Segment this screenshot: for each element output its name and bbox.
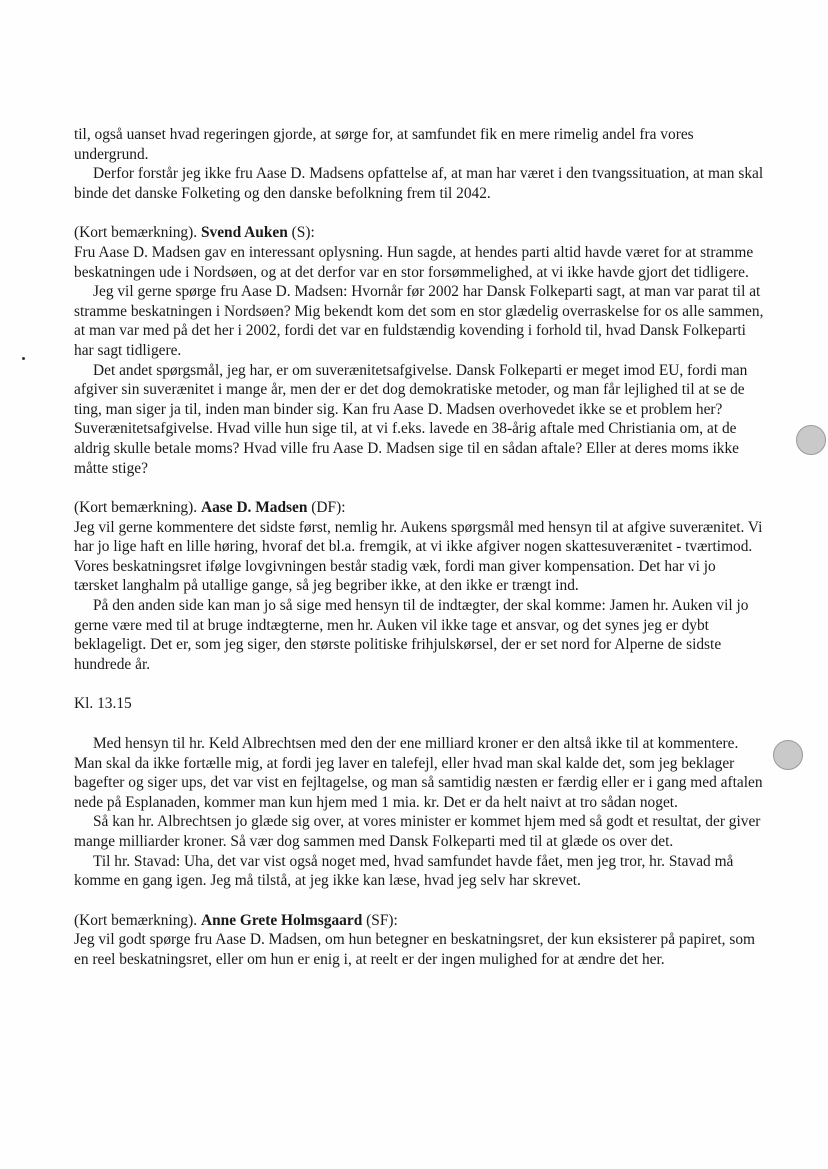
paragraph: til, også uanset hvad regeringen gjorde, at sørge for, at samfundet fik en mere rimelig andel fra vores undergrund.: [74, 126, 694, 163]
paragraph: Jeg vil godt spørge fru Aase D. Madsen, om hun betegner en beskatningsret, der kun eksisterer på papiret, som en reel beskatningsret, eller om hun er enig i, at reelt er der ingen mulighed for at ændre det her.: [74, 931, 756, 968]
paragraph: Jeg vil gerne kommentere det sidste først, nemlig hr. Aukens spørgsmål med hensyn til at afgive suverænitet. Vi har jo lige haft en lille høring, hvoraf det bl.a. fremgik, at vi ikke afgiver nogen skattesuverænitet - tværtimod. Vores beskatningsret ifølge lovgivningen består stadig væk, fordi man giver kompensation. Det har vi jo tærsket langhalm på utallige gange, så jeg begriber ikke, at den ikke er trængt ind.: [74, 518, 763, 595]
document-body: [74, 125, 764, 970]
paragraph: Det andet spørgsmål, jeg har, er om suverænitetsafgivelse. Dansk Folkeparti er meget imod EU, fordi man afgiver sin suverænitet i mange år, men der er det dog demokratiske metoder, og man får lejlighed til at se de ting, man siger ja til, inden man binder sig. Kan fru Aase D. Madsen overhovedet ikke se et problem her? Suverænitetsafgivelse. Hvad ville hun sige til, at vi f.eks. lavede en 38-årig aftale med Christiania om, at de aldrig skulle betale moms? Hvad ville fru Aase D. Madsen sige til en sådan aftale? Eller at deres moms ikke måtte stige?: [74, 361, 748, 477]
speaker-line: [74, 498, 764, 518]
paragraph: Jeg vil gerne spørge fru Aase D. Madsen: Hvornår før 2002 har Dansk Folkeparti sagt, at man var parat til at stramme beskatningen i Nordsøen? Mig bekendt kom det som en stor glædelig overraskelse for os alle sammen, at man var med på det her i 2002, fordi det var en fuldstændig kovending i forhold til, hvad Dansk Folkeparti har sagt tidligere.: [74, 283, 764, 359]
paragraph: Så kan hr. Albrechtsen jo glæde sig over, at vores minister er kommet hjem med så godt et resultat, der giver mange milliarder kroner. Så vær dog sammen med Dansk Folkeparti med til at glæde os over det.: [74, 813, 761, 850]
speaker-name: Anne Grete Holmsgaard: [200, 911, 363, 929]
scan-speck: [22, 357, 25, 360]
speaker-prefix: (Kort bemærkning).: [74, 911, 198, 929]
speaker-line: [74, 223, 764, 243]
punch-hole-icon: [773, 740, 803, 770]
speaker-prefix: (Kort bemærkning).: [74, 499, 198, 517]
speaker-prefix: (Kort bemærkning).: [74, 224, 198, 242]
speaker-line: [74, 911, 764, 931]
paragraph: Derfor forstår jeg ikke fru Aase D. Madsens opfattelse af, at man har været i den tvangssituation, at man skal binde det danske Folketing og den danske befolkning frem til 2042.: [74, 165, 764, 202]
speaker-party: (S):: [291, 224, 315, 242]
speaker-party: (SF):: [366, 911, 398, 929]
timestamp: Kl. 13.15: [74, 695, 132, 713]
paragraph: På den anden side kan man jo så sige med hensyn til de indtægter, der skal komme: Jamen hr. Auken vil jo gerne være med til at bruge indtægterne, men hr. Auken vil ikke tage et ansvar, og det synes jeg er dybt beklageligt. Det er, som jeg siger, den største politiske frihjulskørsel, der er set nord for Alperne de sidste hundrede år.: [74, 597, 749, 673]
speaker-party: (DF):: [311, 499, 346, 517]
speaker-name: Svend Auken: [200, 224, 288, 242]
punch-hole-icon: [796, 425, 826, 455]
paragraph: Til hr. Stavad: Uha, det var vist også noget med, hvad samfundet havde fået, men jeg tror, hr. Stavad må komme en gang igen. Jeg må tilstå, at jeg ikke kan læse, hvad jeg selv har skrevet.: [74, 852, 734, 890]
paragraph: Med hensyn til hr. Keld Albrechtsen med den der ene milliard kroner er den altså ikke til at kommentere. Man skal da ikke fortælle mig, at fordi jeg laver en talefejl, eller hvad man skal kalde det, som jeg beklager bagefter og siger ups, det var vist en fejltagelse, og man så samtidig næsten er færdig eller er i gang med aftalen nede på Esplanaden, kommer man kun hjem med 1 mia. kr. Det er da helt naivt at tro sådan noget.: [74, 735, 763, 811]
paragraph: Fru Aase D. Madsen gav en interessant oplysning. Hun sagde, at hendes parti altid havde været for at stramme beskatningen ude i Nordsøen, og at det derfor var en stor forsømmelighed, at vi ikke havde gjort det tidligere.: [74, 243, 754, 281]
speaker-name: Aase D. Madsen: [200, 499, 308, 517]
